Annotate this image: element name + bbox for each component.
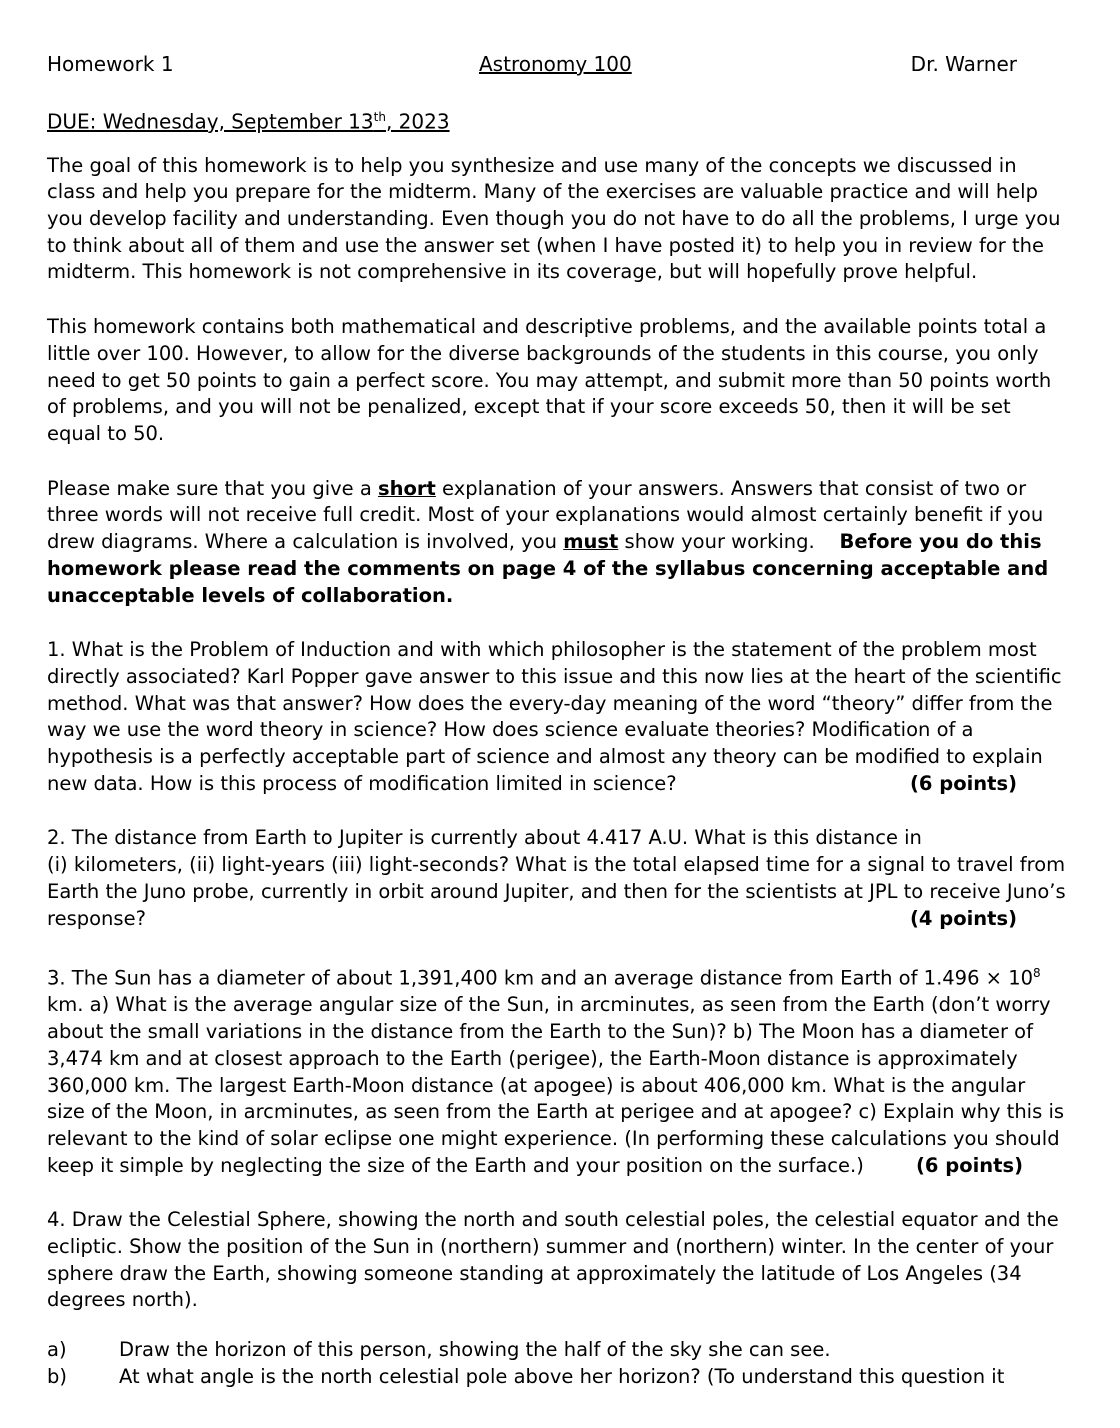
header-left: Homework 1: [47, 52, 174, 76]
intro-paragraph-goal: The goal of this homework is to help you synthesize and use many of the concepts we discussed in class and help you prepare for the midterm. Many of the exercises are valuable practice and will help you develop facility and understanding. Even though you do not have to do all the problems, I urge you to think about all of them and use the answer set (when I have posted it) to help you in review for the midterm. This homework is not comprehensive in its coverage, but will hopefully prove helpful.: [47, 153, 1061, 284]
homework-page: [47, 50, 1067, 1390]
question-4: 4. Draw the Celestial Sphere, showing the north and south celestial poles, the celestial equator and the ecliptic. Show the position of the Sun in (northern) summer and (northern) winter. In the center of your sphere draw the Earth, showing someone standing at approximately the latitude of Los Angeles (34 degrees north).: [47, 1208, 1059, 1312]
question-1-points: (6 points): [909, 771, 1017, 795]
intro-paragraph-points: This homework contains both mathematical and descriptive problems, and the available points total a little over 100. However, to allow for the diverse backgrounds of the students in this course, you only need to get 50 points to gain a perfect score. You may attempt, and submit more than 50 points worth of problems, and you will not be penalized, except that if your score exceeds 50, then it will be set equal to 50.: [47, 315, 1052, 445]
collaboration-notice: Before you do this homework please read the comments on page 4 of the syllabus concerning acceptable and unacceptable levels of collaboration.: [47, 530, 1049, 607]
question-4-subitems: [47, 1336, 1067, 1390]
emphasis-must: must: [563, 530, 619, 554]
question-1: 1. What is the Problem of Induction and with which philosopher is the statement of the problem most directly associated? Karl Popper gave answer to this issue and this now lies at the heart of the scientific method. What was that answer? How does the every-day meaning of the word “theory” differ from the way we use the word theory in science? How does science evaluate theories? Modification of a hypothesis is a perfectly acceptable part of science and almost any theory can be modified to explain new data. How is this process of modification limited in science? (6 points): [47, 637, 1067, 797]
list-item: a) Draw the horizon of this person, showing the half of the sky she can see.: [47, 1338, 831, 1362]
question-3-points: (6 points): [915, 1153, 1023, 1177]
question-2: 2. The distance from Earth to Jupiter is currently about 4.417 A.U. What is this distance in (i) kilometers, (ii) light-years (iii) light-seconds? What is the total elapsed time for a signal to travel from Earth the Juno probe, currently in orbit around Jupiter, and then for the scientists at JPL to receive Juno’s response? (4 points): [47, 825, 1067, 932]
question-2-points: (4 points): [909, 906, 1017, 930]
header-instructor: Dr. Warner: [910, 52, 1017, 76]
header-course-title: Astronomy 100: [479, 52, 632, 76]
page-header: [47, 50, 1067, 82]
due-date: DUE: Wednesday, September 13th, 2023: [47, 109, 450, 134]
emphasis-short: short: [378, 476, 436, 500]
intro-paragraph-instructions: Please make sure that you give a short explanation of your answers. Answers that consist of two or three words will not receive full credit. Most of your explanations would almost certainly benefit if you drew diagrams. Where a calculation is involved, you must show your working. Before you do this homework please read the comments on page 4 of the syllabus concerning acceptable and unacceptable levels of collaboration.: [47, 476, 1049, 607]
question-3: 3. The Sun has a diameter of about 1,391,400 km and an average distance from Earth of $1.496 \times 10^8$ km. a) What is the average angular size of the Sun, in arcminutes, as seen from the Earth (don’t worry about the small variations in the distance from the Earth to the Sun)? b) The Moon has a diameter of 3,474 km and at closest approach to the Earth (perigee), the Earth-Moon distance is approximately 360,000 km. The largest Earth-Moon distance (at apogee) is about 406,000 km. What is the angular size of the Moon, in arcminutes, as seen from the Earth at perigee and at apogee? c) Explain why this is relevant to the kind of solar eclipse one might experience. (In performing these calculations you should keep it simple by neglecting the size of the Earth and your position on the surface.) (6 points): [47, 960, 1067, 1179]
list-item: b) At what angle is the north celestial pole above her horizon? (To understand this question it: [47, 1365, 1005, 1389]
